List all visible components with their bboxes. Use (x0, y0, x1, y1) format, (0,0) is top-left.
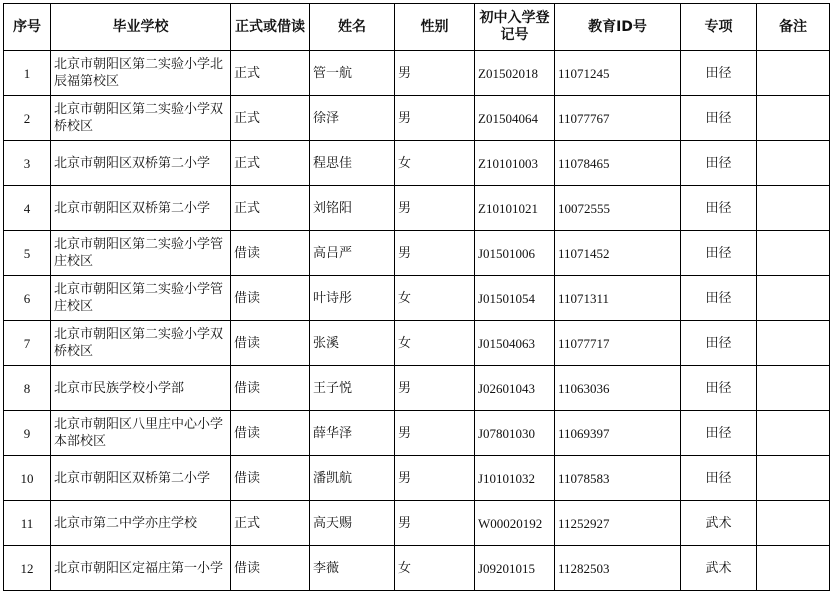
table-row (4, 456, 830, 501)
cell-specialty: 武术 (681, 546, 757, 591)
cell-gender: 女 (395, 141, 475, 186)
cell-status: 正式 (231, 186, 310, 231)
cell-school: 北京市朝阳区第二实验小学管庄校区 (51, 231, 231, 276)
table-row (4, 366, 830, 411)
cell-name: 高天赐 (310, 501, 395, 546)
table-row (4, 411, 830, 456)
cell-status: 借读 (231, 321, 310, 366)
cell-index: 2 (4, 96, 51, 141)
table-row (4, 231, 830, 276)
cell-status: 正式 (231, 141, 310, 186)
cell-school: 北京市第二中学亦庄学校 (51, 501, 231, 546)
cell-name: 张溪 (310, 321, 395, 366)
cell-specialty: 田径 (681, 186, 757, 231)
cell-edu-id: 11077767 (555, 96, 681, 141)
header-name: 姓名 (310, 4, 395, 51)
cell-note (757, 51, 830, 96)
cell-school: 北京市朝阳区双桥第二小学 (51, 456, 231, 501)
cell-reg-no: J10101032 (475, 456, 555, 501)
table-row (4, 546, 830, 591)
header-edu-id: 教育ID号 (555, 4, 681, 51)
cell-edu-id: 11071245 (555, 51, 681, 96)
cell-school: 北京市朝阳区第二实验小学管庄校区 (51, 276, 231, 321)
cell-name: 徐泽 (310, 96, 395, 141)
cell-status: 借读 (231, 366, 310, 411)
cell-status: 借读 (231, 276, 310, 321)
cell-note (757, 231, 830, 276)
cell-name: 薛华泽 (310, 411, 395, 456)
cell-gender: 女 (395, 276, 475, 321)
cell-school: 北京市朝阳区第二实验小学双桥校区 (51, 96, 231, 141)
cell-edu-id: 11282503 (555, 546, 681, 591)
header-index: 序号 (4, 4, 51, 51)
cell-name: 管一航 (310, 51, 395, 96)
header-specialty: 专项 (681, 4, 757, 51)
student-roster-table (3, 3, 830, 591)
header-gender: 性别 (395, 4, 475, 51)
cell-edu-id: 10072555 (555, 186, 681, 231)
cell-index: 7 (4, 321, 51, 366)
table-row (4, 501, 830, 546)
cell-edu-id: 11252927 (555, 501, 681, 546)
cell-specialty: 田径 (681, 96, 757, 141)
cell-reg-no: W00020192 (475, 501, 555, 546)
cell-specialty: 田径 (681, 51, 757, 96)
cell-index: 10 (4, 456, 51, 501)
cell-index: 8 (4, 366, 51, 411)
cell-edu-id: 11071452 (555, 231, 681, 276)
cell-note (757, 456, 830, 501)
cell-status: 借读 (231, 456, 310, 501)
cell-index: 4 (4, 186, 51, 231)
table-row (4, 141, 830, 186)
table-row (4, 276, 830, 321)
cell-specialty: 武术 (681, 501, 757, 546)
cell-note (757, 141, 830, 186)
cell-reg-no: J01504063 (475, 321, 555, 366)
cell-status: 借读 (231, 231, 310, 276)
cell-index: 6 (4, 276, 51, 321)
cell-name: 程思佳 (310, 141, 395, 186)
cell-note (757, 411, 830, 456)
cell-status: 借读 (231, 411, 310, 456)
table-body (4, 51, 830, 591)
cell-gender: 男 (395, 501, 475, 546)
cell-gender: 男 (395, 366, 475, 411)
header-note: 备注 (757, 4, 830, 51)
cell-school: 北京市民族学校小学部 (51, 366, 231, 411)
cell-name: 潘凯航 (310, 456, 395, 501)
header-status: 正式或借读 (231, 4, 310, 51)
cell-gender: 女 (395, 321, 475, 366)
cell-reg-no: Z10101021 (475, 186, 555, 231)
cell-gender: 男 (395, 186, 475, 231)
table-row (4, 186, 830, 231)
table-row (4, 96, 830, 141)
cell-edu-id: 11063036 (555, 366, 681, 411)
cell-index: 9 (4, 411, 51, 456)
cell-reg-no: Z01504064 (475, 96, 555, 141)
cell-index: 11 (4, 501, 51, 546)
cell-gender: 男 (395, 411, 475, 456)
header-reg-no: 初中入学登记号 (475, 4, 555, 51)
cell-status: 借读 (231, 546, 310, 591)
cell-reg-no: J01501054 (475, 276, 555, 321)
cell-index: 3 (4, 141, 51, 186)
cell-specialty: 田径 (681, 321, 757, 366)
cell-school: 北京市朝阳区第二实验小学双桥校区 (51, 321, 231, 366)
cell-specialty: 田径 (681, 411, 757, 456)
cell-note (757, 501, 830, 546)
cell-index: 5 (4, 231, 51, 276)
cell-reg-no: J02601043 (475, 366, 555, 411)
cell-status: 正式 (231, 96, 310, 141)
cell-school: 北京市朝阳区第二实验小学北辰福第校区 (51, 51, 231, 96)
table-row (4, 51, 830, 96)
cell-school: 北京市朝阳区双桥第二小学 (51, 186, 231, 231)
cell-note (757, 96, 830, 141)
cell-gender: 男 (395, 231, 475, 276)
cell-index: 1 (4, 51, 51, 96)
cell-reg-no: J07801030 (475, 411, 555, 456)
cell-reg-no: Z01502018 (475, 51, 555, 96)
cell-note (757, 276, 830, 321)
cell-edu-id: 11078465 (555, 141, 681, 186)
header-school: 毕业学校 (51, 4, 231, 51)
cell-edu-id: 11077717 (555, 321, 681, 366)
table-row (4, 321, 830, 366)
cell-gender: 女 (395, 546, 475, 591)
header-row (4, 4, 830, 51)
cell-name: 高吕严 (310, 231, 395, 276)
cell-edu-id: 11069397 (555, 411, 681, 456)
cell-note (757, 321, 830, 366)
cell-note (757, 546, 830, 591)
cell-gender: 男 (395, 96, 475, 141)
cell-edu-id: 11078583 (555, 456, 681, 501)
table-header (4, 4, 830, 51)
cell-specialty: 田径 (681, 276, 757, 321)
cell-index: 12 (4, 546, 51, 591)
cell-reg-no: J09201015 (475, 546, 555, 591)
cell-note (757, 366, 830, 411)
cell-gender: 男 (395, 51, 475, 96)
cell-specialty: 田径 (681, 141, 757, 186)
cell-note (757, 186, 830, 231)
cell-specialty: 田径 (681, 366, 757, 411)
cell-gender: 男 (395, 456, 475, 501)
cell-reg-no: J01501006 (475, 231, 555, 276)
cell-specialty: 田径 (681, 231, 757, 276)
cell-reg-no: Z10101003 (475, 141, 555, 186)
cell-name: 李薇 (310, 546, 395, 591)
cell-name: 王子悦 (310, 366, 395, 411)
cell-school: 北京市朝阳区双桥第二小学 (51, 141, 231, 186)
cell-school: 北京市朝阳区八里庄中心小学本部校区 (51, 411, 231, 456)
cell-edu-id: 11071311 (555, 276, 681, 321)
cell-school: 北京市朝阳区定福庄第一小学 (51, 546, 231, 591)
cell-status: 正式 (231, 51, 310, 96)
cell-status: 正式 (231, 501, 310, 546)
cell-specialty: 田径 (681, 456, 757, 501)
cell-name: 刘铭阳 (310, 186, 395, 231)
cell-name: 叶诗彤 (310, 276, 395, 321)
